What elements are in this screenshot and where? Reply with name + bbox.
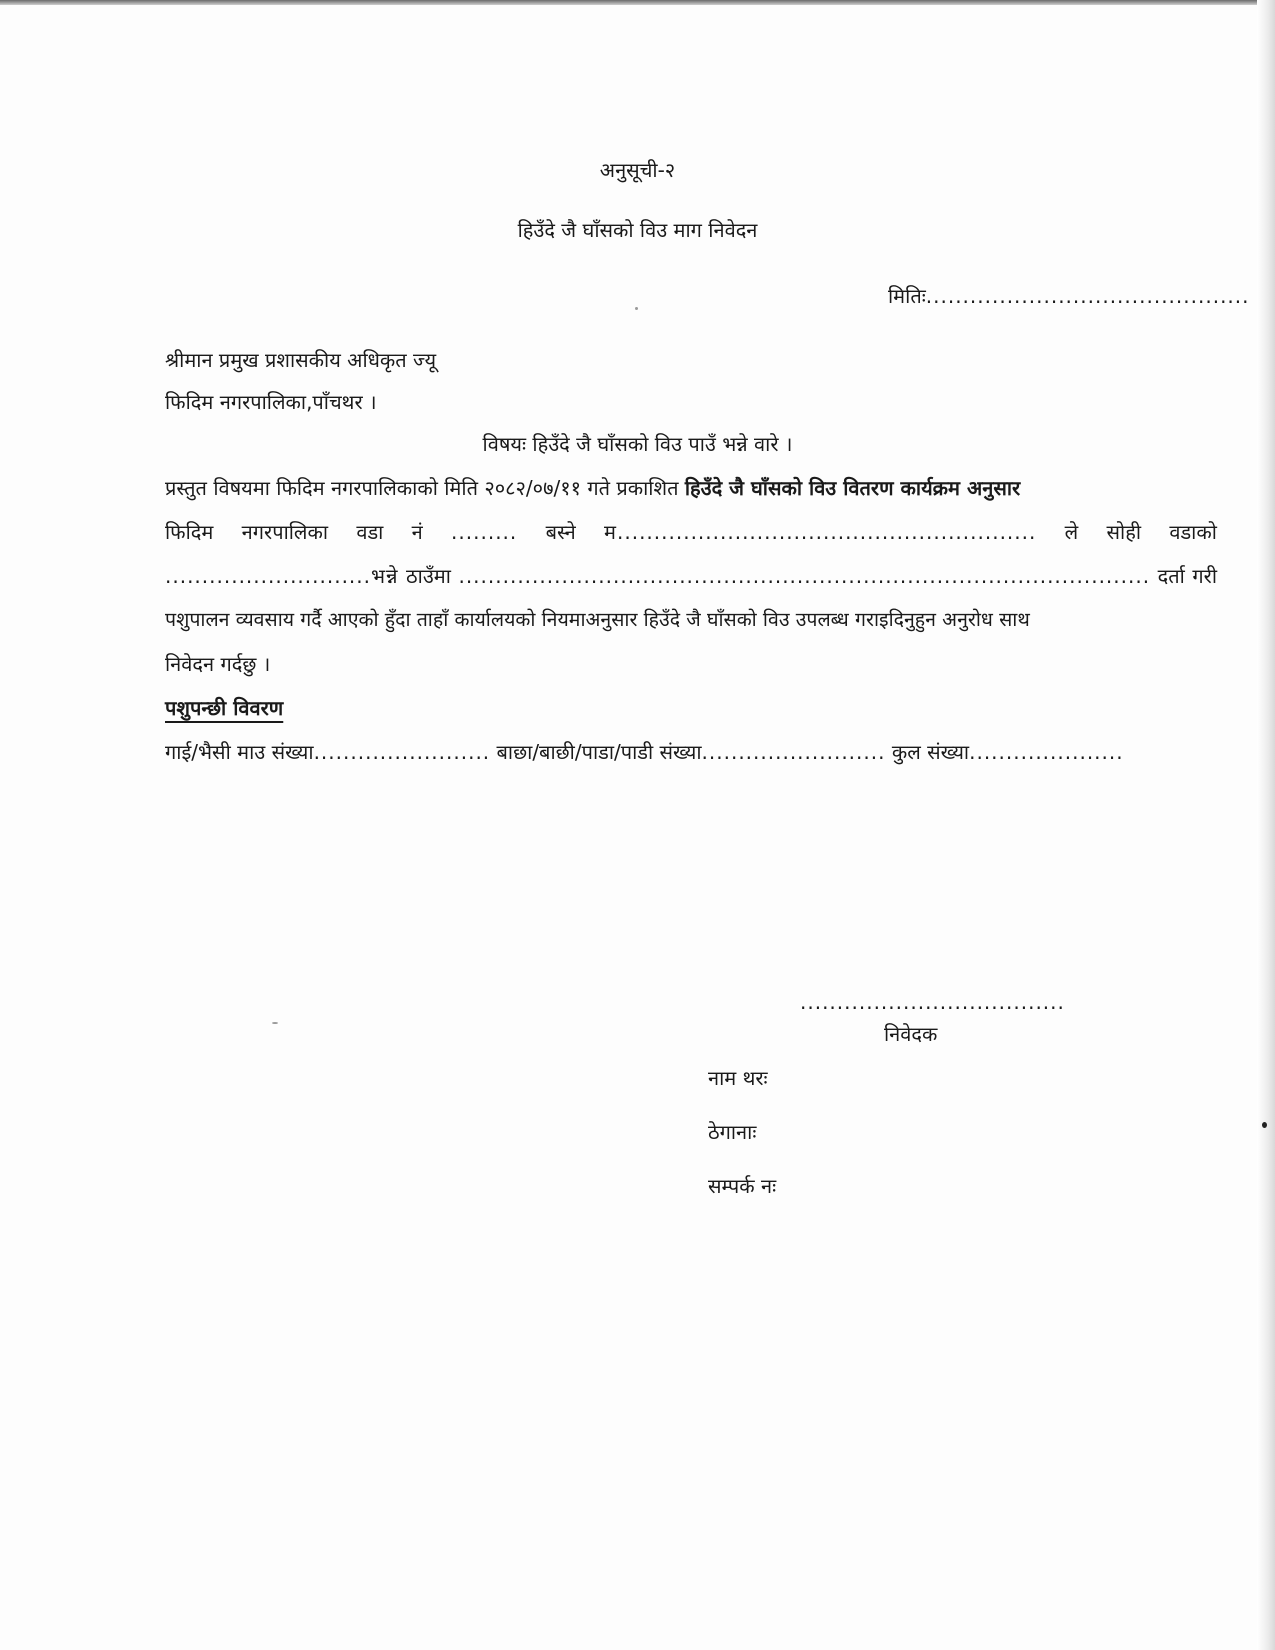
- contact-label: सम्पर्क नः: [708, 1174, 777, 1198]
- body-line1-text: प्रस्तुत विषयमा फिदिम नगरपालिकाको मिति २०८२/०७/११ गते प्रकाशित: [165, 476, 679, 500]
- livestock-counts-row: [165, 740, 1124, 764]
- place-name-blank[interactable]: ............................भन्ने: [165, 564, 399, 588]
- form-title: हिउँदे जै घाँसको विउ माग निवेदन: [517, 218, 758, 242]
- body-line4: पशुपालन व्यवसाय गर्दै आएको हुँदा ताहाँ कार्यालयको नियमाअनुसार हिउँदे जै घाँसको विउ उपलब्ध गराइदिनुहुन अनुरोध साथ: [165, 608, 1030, 631]
- word: ठाउँमा: [406, 564, 451, 588]
- addressee-line2: फिदिम नगरपालिका,पाँचथर ।: [165, 390, 377, 414]
- cow-buffalo-label: गाई/भैसी माउ संख्या: [165, 740, 314, 764]
- word: वडा: [356, 520, 384, 544]
- date-blank[interactable]: ............................................: [925, 284, 1250, 308]
- name-label: नाम थरः: [708, 1066, 768, 1090]
- word: नं: [411, 520, 423, 544]
- total-count-blank[interactable]: .....................: [969, 740, 1124, 764]
- scan-top-edge: [0, 0, 1275, 5]
- word: वडाको: [1169, 520, 1217, 544]
- date-field[interactable]: [888, 284, 1250, 308]
- scan-right-edge: [1257, 0, 1275, 1650]
- applicant-label: निवेदक: [884, 1022, 938, 1046]
- word: फिदिम: [165, 520, 214, 544]
- calf-count-blank[interactable]: .........................: [701, 740, 886, 764]
- total-label: कुल संख्या: [891, 740, 970, 764]
- date-label: मितिः: [888, 284, 926, 308]
- calf-label: बाछा/बाछी/पाडा/पाडी संख्या: [496, 740, 702, 764]
- word: सोही: [1106, 520, 1142, 544]
- body-line2: [165, 520, 1217, 544]
- scan-speck: [635, 307, 638, 310]
- body-line1: [165, 476, 1217, 500]
- scan-speck: [1262, 1122, 1267, 1128]
- location-blank[interactable]: ..............................................................................................: [458, 564, 1151, 588]
- address-label: ठेगानाः: [708, 1120, 757, 1144]
- word: ले: [1064, 520, 1079, 544]
- livestock-section-heading: पशुपन्छी विवरण: [165, 696, 284, 720]
- word: गरी: [1192, 564, 1217, 588]
- signature-blank[interactable]: ....................................: [800, 990, 1065, 1014]
- addressee-line1: श्रीमान प्रमुख प्रशासकीय अधिकृत ज्यू: [165, 348, 437, 372]
- word: बस्ने: [545, 520, 576, 544]
- body-line5: निवेदन गर्दछु ।: [165, 652, 271, 676]
- body-line3: [165, 564, 1217, 588]
- schedule-label: अनुसूची-२: [599, 158, 676, 182]
- ward-number-blank[interactable]: .........: [451, 520, 518, 544]
- scan-speck: [272, 1022, 278, 1024]
- applicant-name-blank[interactable]: म.........................................................: [604, 520, 1037, 544]
- program-name-bold: हिउँदे जै घाँसको विउ वितरण कार्यक्रम अनुसार: [684, 476, 1021, 500]
- subject-line: विषयः हिउँदे जै घाँसको विउ पाउँ भन्ने वारे ।: [482, 432, 793, 456]
- cow-buffalo-count-blank[interactable]: ........................: [313, 740, 491, 764]
- word: दर्ता: [1157, 564, 1185, 588]
- word: नगरपालिका: [241, 520, 329, 544]
